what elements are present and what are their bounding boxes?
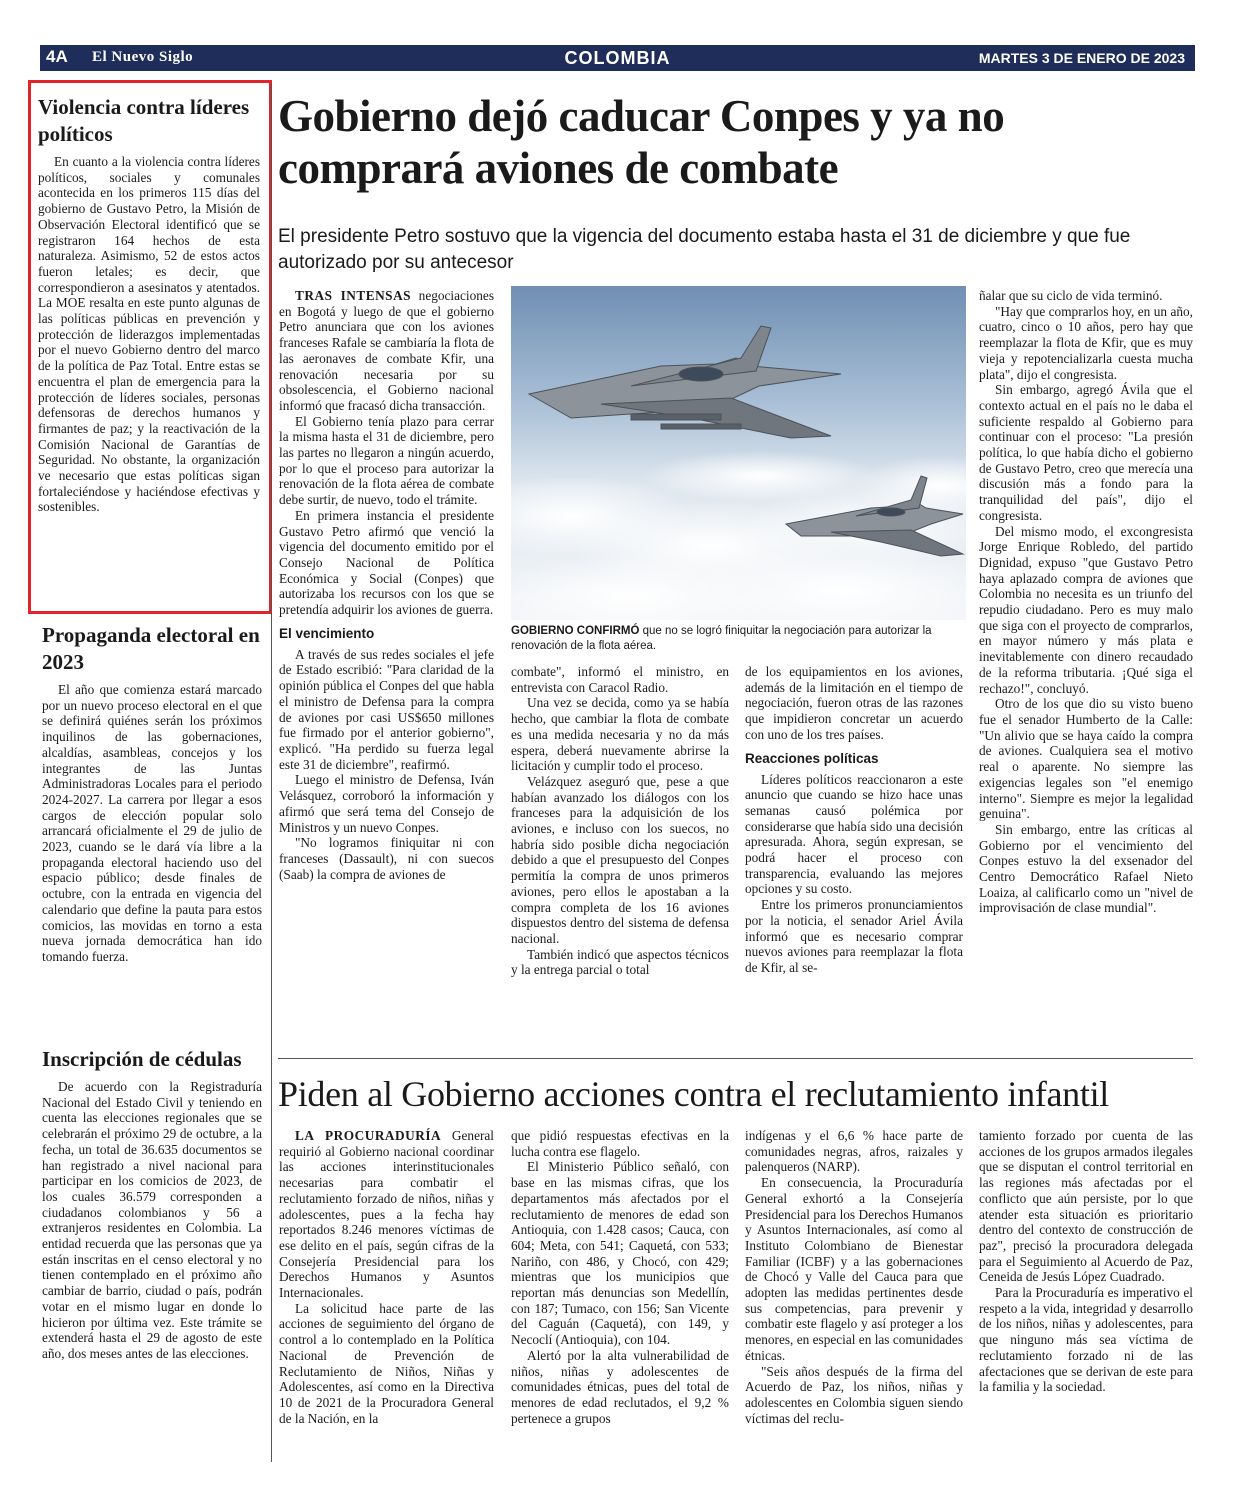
section-name: COLOMBIA [564,48,671,68]
paragraph: Velázquez aseguró que, pese a que habían avanzado los diálogos con los franceses para la adquisición de los aviones, e incluso con los suecos, no habría sido posible dicha negociación debido a que el presupuesto del Conpes permitía la compra de unos primeros aviones, pero ellos le apostaban a la compra completa de los 16 aviones dispuestos dentro del sistema de defensa nacional. [511,773,729,946]
paragraph: negociaciones en Bogotá y luego de que el gobierno Petro anunciara que con los aviones franceses Rafale se cambiaría la flota de las aeronaves de combate Kfir, una renovación necesaria por su obsolescencia, el Gobierno nacional informó que fracasó dicha transacción. [279,288,494,413]
page-number: 4A [46,47,68,66]
lead-in: TRAS INTENSAS [295,288,412,303]
masthead-bar [40,45,1195,71]
paragraph: tamiento forzado por cuenta de las acciones de los grupos armados ilegales que se disputan el control territorial en las regiones más afectadas por el conflicto que aún persiste, por lo que atender esta situación es prioritario dentro del contexto de construcción de paz", precisó la procuradora delegada para el Seguimiento al Acuerdo de Paz, Ceneida de Jesús López Cuadrado. [979,1128,1193,1285]
paragraph: El Gobierno tenía plazo para cerrar la misma hasta el 31 de diciembre, pero las partes no llegaron a ningún acuerdo, por lo que el proceso para autorizar la renovación de la flota aérea de combate debe surtir, de nuevo, todo el trámite. [279,413,494,508]
paragraph: que pidió respuestas efectivas en la lucha contra ese flagelo. [511,1128,729,1159]
sidebar-title: Inscripción de cédulas [42,1047,242,1071]
paragraph: Líderes políticos reaccionaron a este anuncio que cuando se hizo hace unas semanas causó polémica por considerarse que había sido una decisión apresurada. Ahora, según expresan, se podrá hacer el proceso con transparencia, evaluando las mejores opciones y su costo. [745,771,963,897]
paragraph: Luego el ministro de Defensa, Iván Velásquez, corroboró la información y afirmó que será tema del Consejo de Ministros y un nuevo Conpes. [279,772,494,835]
paragraph: Alertó por la alta vulnerabilidad de niños, niñas y adolescentes de comunidades étnicas, pues del total de menores de edad reclutados, el 9,2 % pertenece a grupos [511,1347,729,1426]
sidebar-body: En cuanto a la violencia contra líderes políticos, sociales y comunales acontecida en los primeros 115 días del gobierno de Gustavo Petro, la Misión de Observación Electoral identificó que se registraron 164 hechos de esta naturaleza. Asimismo, 52 de estos actos fueron letales; es decir, que correspondieron a asesinatos y atentados. La MOE resalta en este punto algunas de las políticas públicas en prevención y protección de liderazgos implementadas por el nuevo Gobierno dentro del marco de la política de Paz Total. Entre estas se encuentra el plan de emergencia para la protección de líderes sociales, personas defensoras de derechos humanos y firmantes de paz; y la reactivación de la Comisión Nacional de Garantías de Seguridad. No obstante, la organización ve necesario que estas políticas sigan fortaleciéndose y haciéndose efectivas y sostenibles. [38,154,260,515]
paragraph: ñalar que su ciclo de vida terminó. [979,288,1163,303]
article1-column-2 [511,664,729,978]
paragraph: A través de sus redes sociales el jefe de Estado escribió: "Para claridad de la opinión pública el Conpes del que habla el ministro de Defensa para la compra de aviones por casi US$650 millones fue firmado por el anterior gobierno", explicó. "Ha perdido su fuerza legal este 31 de diciembre", reafirmó. [279,646,494,772]
paragraph: Del mismo modo, el excongresista Jorge Enrique Robledo, del partido Dignidad, expuso "que Gustavo Petro haya aplazado compra de aviones que Colombia no necesita es un triunfo del repudio ciudadano. Pero es muy malo que siga con el proyecto de comprarlos, en mayor número y más plata e inevitablemente con dinero recaudado de la reforma tributaria. ¡Qué siga el rechazo!", concluyó. [979,523,1193,696]
main-deck: El presidente Petro sostuvo que la vigencia del documento estaba hasta el 31 de diciembre y que fue autorizado por su antecesor [278,226,1131,273]
paragraph: Para la Procuraduría es imperativo el respeto a la vida, integridad y desarrollo de los niños, niñas y adolescentes, para que ninguno más sea víctima de reclutamiento forzado ni de las afectaciones que se derivan de este para la familia y la sociedad. [979,1285,1193,1395]
article2-column-4 [979,1128,1193,1395]
paragraph: La solicitud hace parte de las acciones de seguimiento del órgano de control a lo contemplado en la Política Nacional de Prevención de Reclutamiento de Niños, Niñas y Adolescentes, así como en la Directiva 10 de 2021 de la Procuradora General de la Nación, en la [279,1300,494,1426]
sidebar-story-violence [38,94,260,515]
sidebar-story-cedulas [42,1046,262,1362]
sidebar-story-propaganda [42,622,262,965]
lead-in: LA PROCURADURÍA [295,1128,442,1143]
paragraph: indígenas y el 6,6 % hace parte de comunidades negras, afros, raizales y palenqueros (NARP). [745,1128,963,1175]
sidebar-body: De acuerdo con la Registraduría Nacional del Estado Civil y teniendo en cuenta las elecciones regionales que se celebrarán el próximo 29 de octubre, a la fecha, un total de 36.635 documentos se han registrado a nivel nacional para participar en los comicios de 2023, de los cuales 36.579 corresponden a ciudadanos colombianos y 56 a extranjeros residentes en Colombia. La entidad recuerda que las personas que ya están inscritas en el censo electoral y no tienen contemplado en el próximo año cambiar de barrio, ciudad o país, podrán votar en el mismo lugar en donde lo hicieron por última vez. Este trámite se extenderá hasta el 29 de agosto de este año, dos meses antes de las elecciones. [42,1079,262,1361]
paragraph: Otro de los que dio su visto bueno fue el senador Humberto de la Calle: "Un alivio que se haya caído la compra de aviones. Cualquiera sea el motivo real o aparente. No siempre las exigencias legales son "el enemigo interno". Siempre es mejor la legalidad genuina". [979,696,1193,822]
fighter-jets-image [511,286,966,620]
sidebar-title: Propaganda electoral en 2023 [42,623,260,674]
column-divider [271,84,272,1462]
article2-column-3 [745,1128,963,1426]
subheading: El vencimiento [279,625,375,641]
paragraph: También indicó que aspectos técnicos y la entrega parcial o total [511,946,729,978]
paragraph: Sin embargo, entre las críticas al Gobierno por el vencimiento del Conpes estuvo la del exsenador del Centro Democrático Rafael Nieto Loaiza, al calificarlo como un "nivel de improvisación de clase mundial". [979,821,1193,916]
photo-caption [511,624,966,654]
caption-text: que no se logró finiquitar la negociación para autorizar la renovación de la flota aérea. [511,625,932,652]
issue-date: MARTES 3 DE ENERO DE 2023 [978,50,1185,66]
article2-column-2 [511,1128,729,1426]
paragraph: En consecuencia, la Procuraduría General exhortó a la Consejería Presidencial para los Derechos Humanos y Asuntos Internacionales, así como al Instituto Colombiano de Bienestar Familiar (ICBF) y a las gobernaciones de Chocó y Valle del Cauca para que adopten las medidas pertinentes desde sus competencias, para prevenir y combatir este flagelo y así proteger a los menores, en especial en las comunidades étnicas. [745,1175,963,1363]
paragraph: combate", informó el ministro, en entrevista con Caracol Radio. [511,664,729,695]
article1-column-1 [279,288,494,882]
paragraph: General requirió al Gobierno nacional coordinar las acciones interinstitucionales necesarias para combatir el reclutamiento forzado de niños, niñas y adolescentes, pues a la fecha hay reportados 8.246 menores víctimas de ese delito en el país, según cifras de la Consejería Presidencial para los Derechos Humanos y Asuntos Internacionales. [279,1128,494,1301]
paragraph: El Ministerio Público señaló, con base en las mismas cifras, que los departamentos más afectados por el reclutamiento de menores de edad son Antioquia, con 1.428 casos; Cauca, con 604; Meta, con 541; Caquetá, con 533; Nariño, con 486, y Chocó, con 429; mientras que los municipios que reportan más denuncias son Medellín, con 187; Tumaco, con 156; San Vicente del Caguán (Caquetá), con 149, y Necoclí (Antioquia), con 104. [511,1159,729,1348]
newspaper-name: El Nuevo Siglo [92,49,194,65]
paragraph: "Hay que comprarlos hoy, en un año, cuatro, cinco o 10 años, pero hay que reemplazar la flota de Kfir, que es muy vieja y repotencializarla cuesta mucha plata", dijo el congresista. [979,303,1193,382]
article1-column-4 [979,288,1193,916]
paragraph: de los equipamientos en los aviones, además de la limitación en el tiempo de negociación, fueron otras de las razones que impidieron concretar un acuerdo con uno de los tres países. [745,664,963,742]
paragraph: "No logramos finiquitar ni con franceses (Dassault), ni con suecos (Saab) la compra de aviones de [279,835,494,882]
story-divider [278,1058,1193,1059]
paragraph: En primera instancia el presidente Gustavo Petro afirmó que venció la vigencia del documento emitido por el Consejo Nacional de Política Económica y Social (Conpes) que autorizaba los recursos con los que se pretendía adquirir los aviones de guerra. [279,507,494,618]
article2-column-1 [279,1128,494,1426]
sidebar-title: Violencia contra líderes políticos [38,95,250,146]
paragraph: Entre los primeros pronunciamientos por la noticia, el senador Ariel Ávila informó que es necesario comprar nuevos aviones para reemplazar la flota de Kfir, al se- [745,897,963,975]
paragraph: Sin embargo, agregó Ávila que el contexto actual en el país no le daba el suficiente respaldo al Gobierno para continuar con el proceso: "La presión política, lo que había dicho el gobierno de Gustavo Petro, creo que merecía una discusión más a fondo para la tranquilidad del país", dijo el congresista. [979,382,1193,523]
second-headline: Piden al Gobierno acciones contra el reclutamiento infantil [278,1074,1109,1114]
paragraph: Una vez se decida, como ya se había hecho, que cambiar la flota de combate es una medida necesaria y no da más espera, deberá nuevamente abrirse la licitación y cumplir todo el proceso. [511,695,729,774]
caption-lead: GOBIERNO CONFIRMÓ [511,625,640,637]
sidebar-body: El año que comienza estará marcado por un nuevo proceso electoral en el que se definirá quiénes serán los próximos inquilinos de las gobernaciones, alcaldías, asambleas, concejos y los integrantes de las Juntas Administradoras Locales para el periodo 2024-2027. La carrera por llegar a esos cargos de elección popular solo arrancará oficialmente el 29 de julio de 2023, cuando se le dará vía libre a la propaganda electoral haciendo uso del espacio público; desde finales de octubre, con la entrada en vigencia del calendario que define la pauta para estos comicios, las movidas en torno a esta nueva jornada democrática han ido tomando fuerza. [42,682,262,964]
main-headline: Gobierno dejó caducar Conpes y ya no comprará aviones de combate [278,91,1005,193]
paragraph: "Seis años después de la firma del Acuerdo de Paz, los niños, niñas y adolescentes en Colombia siguen siendo víctimas del reclu- [745,1363,963,1426]
article1-column-3 [745,664,963,976]
fighter-jets-photo [511,286,966,620]
subheading: Reacciones políticas [745,750,879,766]
